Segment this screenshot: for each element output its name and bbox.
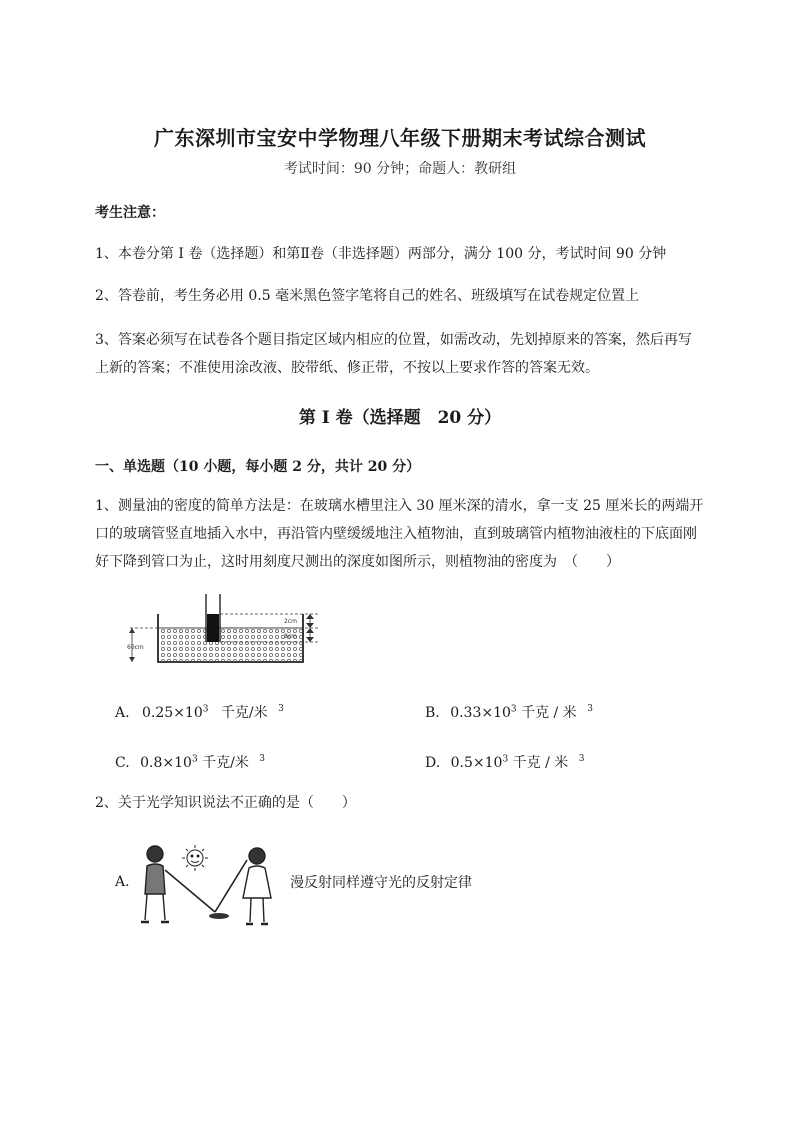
option-a-exp: 3 [202, 704, 209, 715]
section-title: 第 I 卷（选择题 20 分） [298, 408, 502, 428]
option-c-value: 0.8×10 [140, 755, 192, 771]
part-heading: 一、单选题（10 小题，每小题 2 分，共计 20 分） [95, 459, 421, 475]
notice-item-3: 3、答案必须写在试卷各个题目指定区域内相应的位置，如需改动，先划掉原来的答案，然后再写上新的答案；不准使用涂改液、胶带纸、修正带，不按以上要求作答的答案无效。 [95, 332, 692, 376]
option-a-value: 0.25×10 [142, 705, 203, 721]
option-b-label: B. [425, 705, 440, 721]
sun-icon [182, 845, 208, 871]
diffuse-reflection-illustration [135, 840, 285, 930]
depth-label-bottom: 8cm [284, 633, 297, 640]
boy-figure [141, 846, 169, 922]
option-c-unit-exp: 3 [259, 754, 266, 765]
option-b-unit-exp: 3 [587, 704, 593, 715]
option-a-label: A. [115, 705, 130, 721]
light-ray [165, 860, 247, 912]
notice-heading: 考生注意： [95, 205, 165, 221]
exam-info: 考试时间：90 分钟；命题人：教研组 [283, 161, 517, 177]
question-2-stem: 2、关于光学知识说法不正确的是（ ） [95, 795, 356, 811]
depth-label-left: 60cm [127, 644, 144, 651]
option-d-unit-exp: 3 [578, 754, 585, 765]
option-b-exp: 3 [510, 704, 517, 715]
option-c[interactable] [115, 752, 265, 772]
tank-diagram [118, 592, 328, 672]
q2-option-a[interactable] [115, 874, 130, 890]
option-d-label: D. [425, 755, 441, 771]
oil-column [207, 614, 219, 642]
option-c-exp: 3 [191, 754, 198, 765]
option-d[interactable] [425, 752, 584, 772]
option-c-label: C. [115, 755, 130, 771]
notice-item-1: 1、本卷分第 I 卷（选择题）和第Ⅱ卷（非选择题）两部分，满分 100 分，考试时间 90 分钟 [95, 246, 667, 262]
q2-option-a-label: A. [115, 874, 130, 890]
option-c-unit: 千克/米 [202, 755, 249, 771]
page-title: 广东深圳市宝安中学物理八年级下册期末考试综合测试 [154, 126, 646, 150]
girl-figure [243, 848, 271, 924]
q2-option-a-text: 漫反射同样遵守光的反射定律 [290, 875, 472, 891]
option-a-unit: 千克/米 [220, 705, 268, 721]
question-1-stem: 1、测量油的密度的简单方法是：在玻璃水槽里注入 30 厘米深的清水，拿一支 25 厘米长的两端开口的玻璃管竖直地插入水中，再沿管内壁缓缓地注入植物油，直到玻璃管内植物油液柱的下底面刚好下降到管口为止，这时用刻度尺测出的深度如图所示，则植物油的密度为 （ ） [95, 498, 704, 570]
option-d-unit: 千克 / 米 [512, 755, 569, 771]
option-b-value: 0.33×10 [450, 705, 511, 721]
depth-label-top: 2cm [284, 618, 297, 625]
option-d-exp: 3 [502, 754, 509, 765]
option-a[interactable] [115, 702, 284, 722]
notice-item-2: 2、答卷前，考生务必用 0.5 毫米黑色签字笔将自己的姓名、班级填写在试卷规定位置上 [95, 288, 640, 304]
option-a-unit-exp: 3 [278, 704, 284, 715]
option-b[interactable] [425, 702, 593, 722]
option-b-unit: 千克 / 米 [521, 705, 577, 721]
water [159, 628, 302, 661]
option-d-value: 0.5×10 [450, 755, 503, 771]
reflecting-surface [209, 913, 229, 919]
